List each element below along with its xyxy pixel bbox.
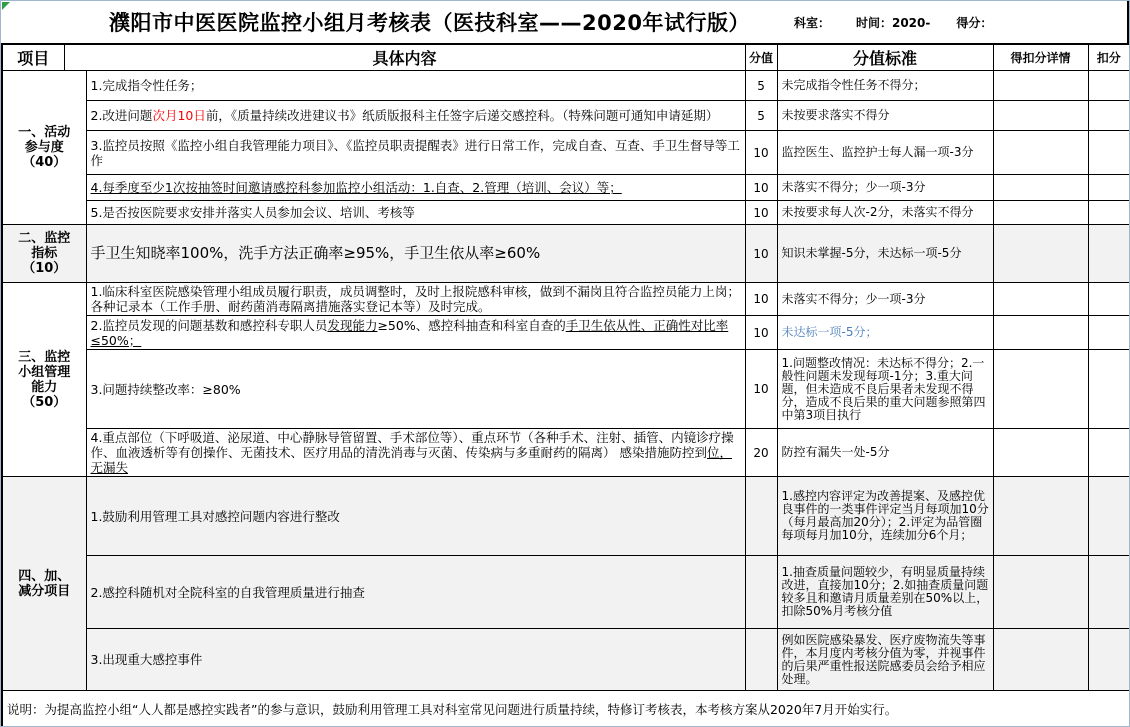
score-cell: 10 xyxy=(745,175,777,201)
standard-cell xyxy=(777,316,993,350)
table-row xyxy=(2,201,1130,225)
detail-entry-cell[interactable] xyxy=(993,131,1088,175)
score-cell: 5 xyxy=(745,71,777,101)
table-row xyxy=(2,225,1130,283)
text-segment: 2.监控员发现的问题基数和感控科专职人员 xyxy=(90,317,328,333)
score-cell xyxy=(745,556,777,629)
score-cell xyxy=(745,477,777,556)
note-row xyxy=(2,691,1130,727)
text-segment: 5.是否按医院要求安排并落实人员参加会议、培训、考核等 xyxy=(90,205,415,220)
text-segment: 未按要求落实不得分 xyxy=(781,108,890,122)
table-row xyxy=(2,131,1130,175)
score-cell: 10 xyxy=(745,316,777,350)
col-header-score: 分值 xyxy=(745,44,777,71)
deduction-entry-cell[interactable] xyxy=(1088,225,1130,283)
table-row xyxy=(2,556,1130,629)
category-cell xyxy=(2,283,86,477)
content-cell xyxy=(86,629,745,691)
deduction-entry-cell[interactable] xyxy=(1088,71,1130,101)
detail-entry-cell[interactable] xyxy=(993,350,1088,429)
col-header-project: 项目 xyxy=(2,44,64,71)
text-segment: 2.改进问题 xyxy=(90,108,153,123)
text-segment: 1.鼓励利用管理工具对感控问题内容进行整改 xyxy=(90,508,340,524)
text-segment: ≥50%、感控科抽查和科室自查的 xyxy=(377,317,566,333)
score-cell: 10 xyxy=(745,350,777,429)
text-segment: 1.抽查质量问题较少，有明显质量持续改进，直接加10分；2.如抽查质量问题较多且和邀请月质量差别在50%以上，扣除50%月考核分值 xyxy=(781,565,989,618)
text-segment: 未按要求每人次-2分，未落实不得分 xyxy=(781,205,974,219)
standard-cell xyxy=(777,556,993,629)
standard-cell xyxy=(777,629,993,691)
text-segment: 未完成指令性任务不得分； xyxy=(781,78,926,92)
detail-entry-cell[interactable] xyxy=(993,283,1088,316)
corner-marker-icon xyxy=(2,2,10,10)
standard-cell xyxy=(777,71,993,101)
detail-entry-cell[interactable] xyxy=(993,629,1088,691)
category-label-line: 小组管理 xyxy=(18,364,71,380)
text-segment: 2.感控科随机对全院科室的自我管理质量进行抽查 xyxy=(90,584,365,600)
detail-entry-cell[interactable] xyxy=(993,316,1088,350)
department-label: 科室： xyxy=(793,15,830,30)
table-row xyxy=(2,429,1130,477)
category-label-line: 四、加、 xyxy=(18,568,71,584)
text-segment: 前，《质量持续改进建议书》纸质版报科主任签字后递交感控科。（特殊问题可通知申请延期） xyxy=(205,108,719,123)
detail-entry-cell[interactable] xyxy=(993,429,1088,477)
detail-entry-cell[interactable] xyxy=(993,175,1088,201)
deduction-entry-cell[interactable] xyxy=(1088,477,1130,556)
content-cell xyxy=(86,71,745,101)
category-label-line: 一、活动 xyxy=(18,125,71,140)
score-cell xyxy=(745,629,777,691)
text-segment: 发现能力 xyxy=(327,317,378,333)
content-cell xyxy=(86,131,745,175)
content-cell xyxy=(86,556,745,629)
content-cell xyxy=(86,201,745,225)
detail-entry-cell[interactable] xyxy=(993,201,1088,225)
category-label-line: 减分项目 xyxy=(18,583,71,599)
col-header-standard: 分值标准 xyxy=(777,44,993,71)
content-cell xyxy=(86,283,745,316)
table-row xyxy=(2,477,1130,556)
score-cell: 10 xyxy=(745,225,777,283)
standard-cell xyxy=(777,225,993,283)
score-cell: 5 xyxy=(745,101,777,131)
text-segment: 未落实不得分；少一项-3分 xyxy=(781,180,926,194)
table-row xyxy=(2,71,1130,101)
table-row xyxy=(2,101,1130,131)
text-segment: 手卫生依从性、正确性对比率≤50%； xyxy=(90,317,729,348)
standard-cell xyxy=(777,201,993,225)
page-title: 濮阳市中医医院监控小组月考核表（医技科室——2020年试行版） xyxy=(109,11,750,35)
text-segment: 防控有漏失一处-5分 xyxy=(781,445,890,459)
content-cell xyxy=(86,350,745,429)
text-segment: 例如医院感染暴发、医疗废物流失等事件，本月度内考核分值为零，并视事件的后果严重性报送院感委员会给予相应处理。 xyxy=(781,632,986,686)
table-row xyxy=(2,316,1130,350)
deduction-entry-cell[interactable] xyxy=(1088,101,1130,131)
time-label: 时间：2020- xyxy=(855,15,931,30)
col-header-content: 具体内容 xyxy=(64,44,745,71)
text-segment: 1.问题整改情况：未达标不得分；2.一般性问题未发现每项-1分；3.重大问题，但未造成不良后果者未发现不得分，造成不良后果的重大问题参照第四中第3项目执行 xyxy=(781,355,986,422)
category-cell xyxy=(2,477,86,691)
category-cell xyxy=(2,225,86,283)
deduction-entry-cell[interactable] xyxy=(1088,350,1130,429)
detail-entry-cell[interactable] xyxy=(993,101,1088,131)
col-header-detail: 得扣分详情 xyxy=(993,44,1088,71)
deduction-entry-cell[interactable] xyxy=(1088,175,1130,201)
text-segment: 3.出现重大感控事件 xyxy=(90,652,203,667)
content-cell xyxy=(86,429,745,477)
text-segment: 未达标一项-5分； xyxy=(781,325,878,339)
score-cell: 20 xyxy=(745,429,777,477)
score-cell: 10 xyxy=(745,131,777,175)
standard-cell xyxy=(777,283,993,316)
text-segment: 1.感控内容评定为改善提案、及感控优良事件的一类事件评定当月每项加10分（每月最高加20分）；2.评定为品管圈每项每月加10分，连续加分6个月； xyxy=(781,489,989,542)
table-row xyxy=(2,283,1130,316)
text-segment: 未落实不得分；少一项-3分 xyxy=(781,291,926,306)
content-cell xyxy=(86,101,745,131)
text-segment: 1.临床科室医院感染管理小组成员履行职责，成员调整时，及时上报院感科审核，做到不漏岗且符合监控员能力上岗；各种记录本（工作手册、耐药菌消毒隔离措施落实登记本等）及时完成。 xyxy=(90,284,740,314)
detail-entry-cell[interactable] xyxy=(993,71,1088,101)
deduction-entry-cell[interactable] xyxy=(1088,201,1130,225)
category-label-line: （40） xyxy=(22,155,67,170)
score-cell: 10 xyxy=(745,283,777,316)
table-row xyxy=(2,350,1130,429)
text-segment: 3.监控员按照《监控小组自我管理能力项目》、《监控员职责提醒表》进行日常工作，完成自查、互查、手卫生督导等工作 xyxy=(90,137,740,168)
detail-entry-cell[interactable] xyxy=(993,556,1088,629)
category-label-line: 二、监控 xyxy=(18,231,71,246)
text-segment: 4.每季度至少1次按抽签时间邀请感控科参加监控小组活动：1.自查、2.管理（培训、会议）等； xyxy=(90,180,622,195)
col-header-deduction: 扣分 xyxy=(1088,44,1130,71)
category-label-line: （50） xyxy=(22,394,67,410)
category-cell xyxy=(2,71,86,225)
header-row xyxy=(2,44,1130,71)
deduction-entry-cell[interactable] xyxy=(1088,283,1130,316)
standard-cell xyxy=(777,175,993,201)
content-cell xyxy=(86,225,745,283)
deduction-entry-cell[interactable] xyxy=(1088,316,1130,350)
deduction-entry-cell[interactable] xyxy=(1088,556,1130,629)
category-label-line: 参与度 xyxy=(24,140,64,155)
standard-cell xyxy=(777,429,993,477)
deduction-entry-cell[interactable] xyxy=(1088,429,1130,477)
detail-entry-cell[interactable] xyxy=(993,225,1088,283)
text-segment: 1.完成指令性任务； xyxy=(90,78,203,93)
text-segment: 4.重点部位（下呼吸道、泌尿道、中心静脉导管留置、手术部位等）、重点环节（各种手术、注射、插管、内镜诊疗操作、血液透析等有创操作、无菌技术、医疗用品的清洗消毒与灭菌、传染病与多重耐药的隔离） 感染措施防控到 xyxy=(90,430,734,460)
deduction-entry-cell[interactable] xyxy=(1088,629,1130,691)
category-label-line: 指标 xyxy=(31,246,58,261)
text-segment: 手卫生知晓率100%，洗手方法正确率≥95%，手卫生依从率≥60% xyxy=(90,244,541,262)
score-label: 得分： xyxy=(956,15,993,30)
content-cell xyxy=(86,175,745,201)
deduction-entry-cell[interactable] xyxy=(1088,131,1130,175)
text-segment: 知识未掌握-5分，未达标一项-5分 xyxy=(781,246,962,260)
text-segment: 位，无漏失 xyxy=(90,445,732,475)
content-cell xyxy=(86,316,745,350)
table-row xyxy=(2,629,1130,691)
text-segment: 次月10日 xyxy=(152,108,206,123)
title-bar xyxy=(1,1,1129,43)
assessment-table xyxy=(1,43,1130,727)
note-text: 说明：为提高监控小组“人人都是感控实践者”的参与意识，鼓励利用管理工具对科室常见问题进行质量持续，特修订考核表，本考核方案从2020年7月开始实行。 xyxy=(2,691,1130,727)
standard-cell xyxy=(777,131,993,175)
standard-cell xyxy=(777,101,993,131)
category-label-line: （10） xyxy=(22,261,67,276)
content-cell xyxy=(86,477,745,556)
text-segment: 3.问题持续整改率：≥80% xyxy=(90,381,241,397)
table-row xyxy=(2,175,1130,201)
category-label-line: 能力 xyxy=(31,379,58,395)
standard-cell xyxy=(777,477,993,556)
category-label-line: 三、监控 xyxy=(18,349,71,365)
score-cell: 10 xyxy=(745,201,777,225)
text-segment: 监控医生、监控护士每人漏一项-3分 xyxy=(781,145,974,159)
detail-entry-cell[interactable] xyxy=(993,477,1088,556)
standard-cell xyxy=(777,350,993,429)
